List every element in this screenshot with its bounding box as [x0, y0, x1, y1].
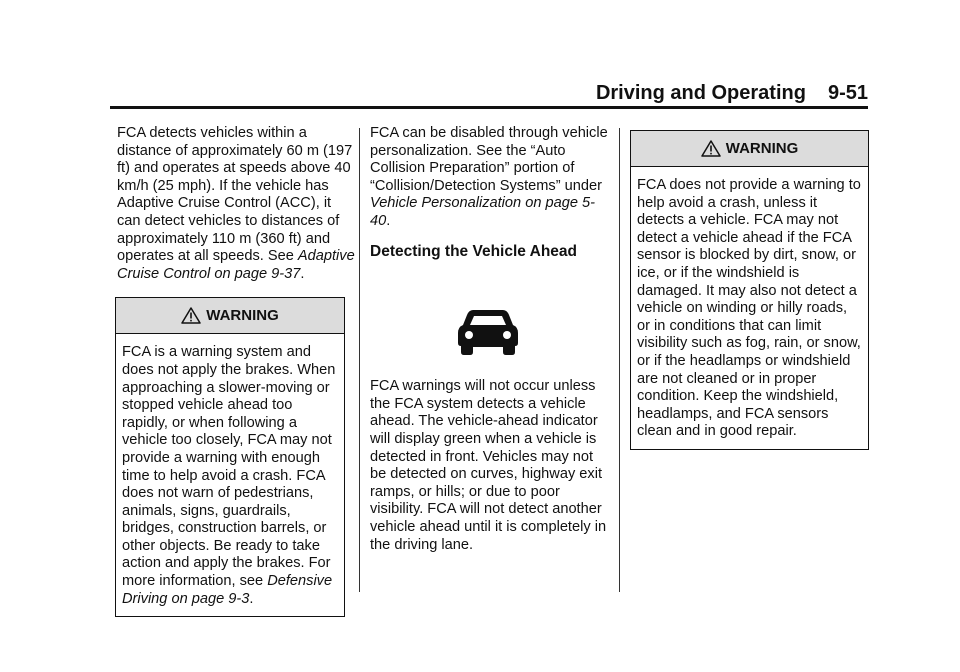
indicator-figure: [370, 260, 608, 378]
page-header: [0, 82, 868, 105]
warning-body: FCA does not provide a warning to help avoid a crash, unless it detects a vehicle. FCA may not detect a vehicle ahead if the FCA sensor is blocked by dirt, snow, or ice, or if the windshield is damaged. It may also not detect a vehicle on winding or hilly roads, or in conditions that can limit visibility such as fog, rain, or snow, or if the headlamps or windshield are not cleaned or in proper condition. Keep the windshield, headlamps, and FCA sensors clean and in good repair.: [637, 177, 861, 440]
acc-cross-reference[interactable]: Adaptive Cruise Control on page 9-37: [117, 248, 355, 282]
warning-header: [631, 131, 868, 167]
vehicle-ahead-indicator-icon: [456, 306, 520, 356]
defensive-driving-reference[interactable]: Defensive Driving on page 9-3: [122, 573, 333, 607]
header-rule: [110, 106, 868, 109]
warning-body: FCA is a warning system and does not apply the brakes. When approaching a slower-moving or stopped vehicle ahead too rapidly, or when following a vehicle too closely, FCA may not provide a warning with enough time to help avoid a crash. FCA does not warn of pedestrians, animals, signs, guardrails, bridges, construction barrels, or other objects. Be ready to take action and apply the brakes. For more information, see Defensive Driving on page 9-3.: [122, 344, 336, 607]
section-heading: Detecting the Vehicle Ahead: [370, 242, 578, 260]
page-number: 9-51: [827, 82, 868, 104]
warning-box-brakes: [115, 297, 345, 617]
warning-title: WARNING: [725, 139, 799, 157]
fca-warnings-paragraph: FCA warnings will not occur unless the FCA system detects a vehicle ahead. The vehicle-ahead indicator will display green when a vehicle is detected in front. Vehicles may not be detected on curves, highway exit ramps, or hills; or due to poor visibility. FCA will not detect another vehicle ahead until it is completely in the driving lane.: [370, 378, 607, 553]
warning-header: [116, 298, 344, 334]
fca-disable-paragraph: FCA can be disabled through vehicle personalization. See the “Auto Collision Preparation” portion of “Collision/Detection Systems” under Vehicle Personalization on page 5-40.: [370, 125, 608, 229]
column-3: [631, 125, 868, 450]
column-2: [370, 125, 608, 554]
warning-triangle-icon: [701, 140, 721, 157]
column-divider-2: [619, 128, 620, 592]
warning-title: WARNING: [206, 307, 279, 325]
section-title: Driving and Operating: [595, 82, 806, 104]
fca-range-paragraph: FCA detects vehicles within a distance of approximately 60 m (197 ft) and operates at speeds above 40 km/h (25 mph). If the vehicle has Adaptive Cruise Control (ACC), it can detect vehicles to distances of approximately 110 m (360 ft) and operates at all speeds. See Adaptive Cruise Control on page 9-37.: [117, 125, 355, 282]
column-divider-1: [359, 128, 360, 592]
warning-triangle-icon: [181, 307, 201, 324]
vehicle-personalization-reference[interactable]: Vehicle Personalization on page 5-40: [370, 195, 595, 229]
column-1: [117, 125, 355, 617]
warning-box-detection: [630, 130, 869, 450]
